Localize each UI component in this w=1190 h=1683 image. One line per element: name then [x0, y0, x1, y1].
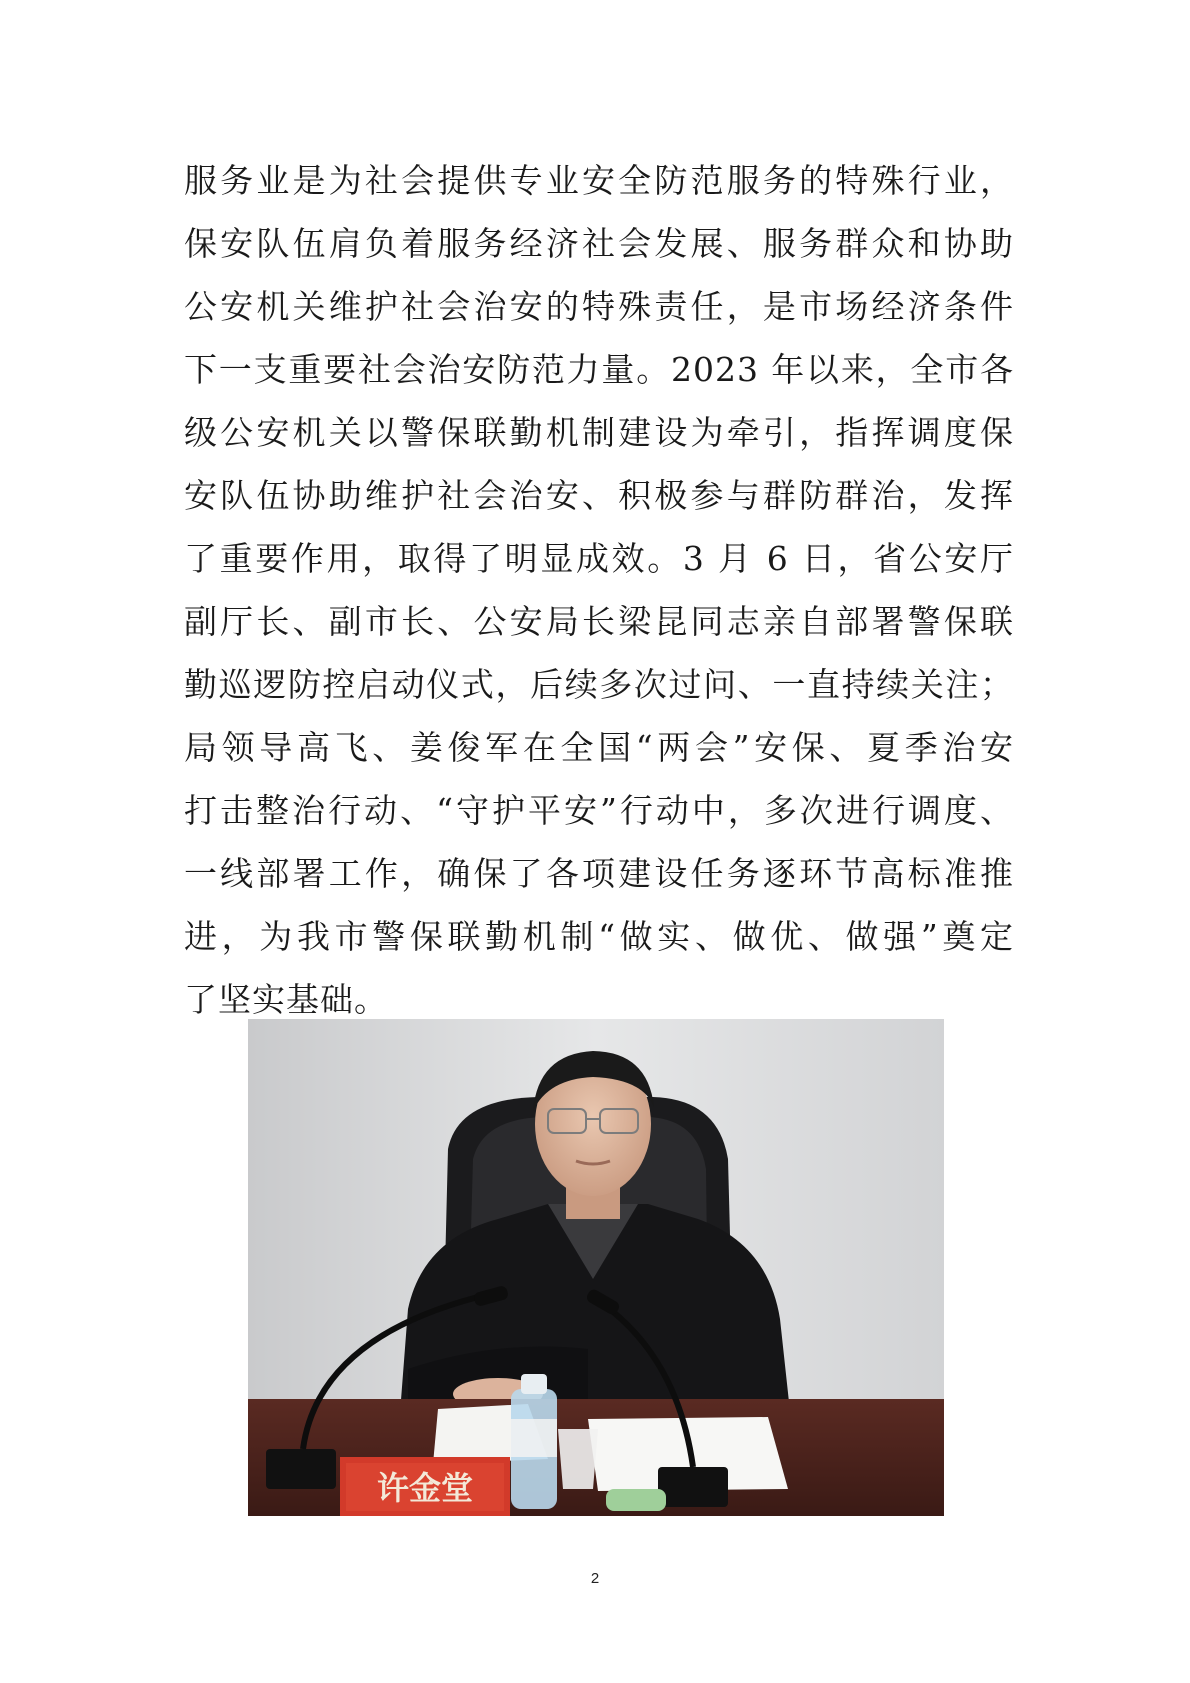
paragraph-line: 级公安机关以警保联勤机制建设为牵引，指挥调度保	[184, 413, 1014, 452]
paragraph-line: 进，为我市警保联勤机制“做实、做优、做强”奠定	[184, 917, 1014, 956]
paragraph-line: 公安机关维护社会治安的特殊责任，是市场经济条件	[184, 287, 1014, 326]
paragraph-line: 下一支重要社会治安防范力量。2023 年以来，全市各	[184, 350, 1014, 389]
nameplate-text: 许金堂	[376, 1469, 474, 1507]
paragraph-line: 打击整治行动、“守护平安”行动中，多次进行调度、	[184, 791, 1014, 830]
paragraph-line: 了重要作用，取得了明显成效。3 月 6 日，省公安厅	[184, 539, 1014, 578]
paragraph-line: 安队伍协助维护社会治安、积极参与群防群治，发挥	[184, 476, 1014, 515]
paragraph-line: 勤巡逻防控启动仪式，后续多次过问、一直持续关注；	[184, 665, 1014, 704]
paragraph-line: 副厅长、副市长、公安局长梁昆同志亲自部署警保联	[184, 602, 1014, 641]
paragraph-line: 一线部署工作，确保了各项建设任务逐环节高标准推	[184, 854, 1014, 893]
paragraph-line: 保安队伍肩负着服务经济社会发展、服务群众和协助	[184, 224, 1014, 263]
body-paragraph	[184, 149, 1014, 1031]
meeting-photo	[248, 1019, 944, 1516]
paragraph-line: 了坚实基础。	[184, 980, 388, 1019]
paragraph-line: 服务业是为社会提供专业安全防范服务的特殊行业，	[184, 161, 1014, 200]
page-number: 2	[590, 1570, 600, 1587]
paragraph-line: 局领导高飞、姜俊军在全国“两会”安保、夏季治安	[184, 728, 1014, 767]
